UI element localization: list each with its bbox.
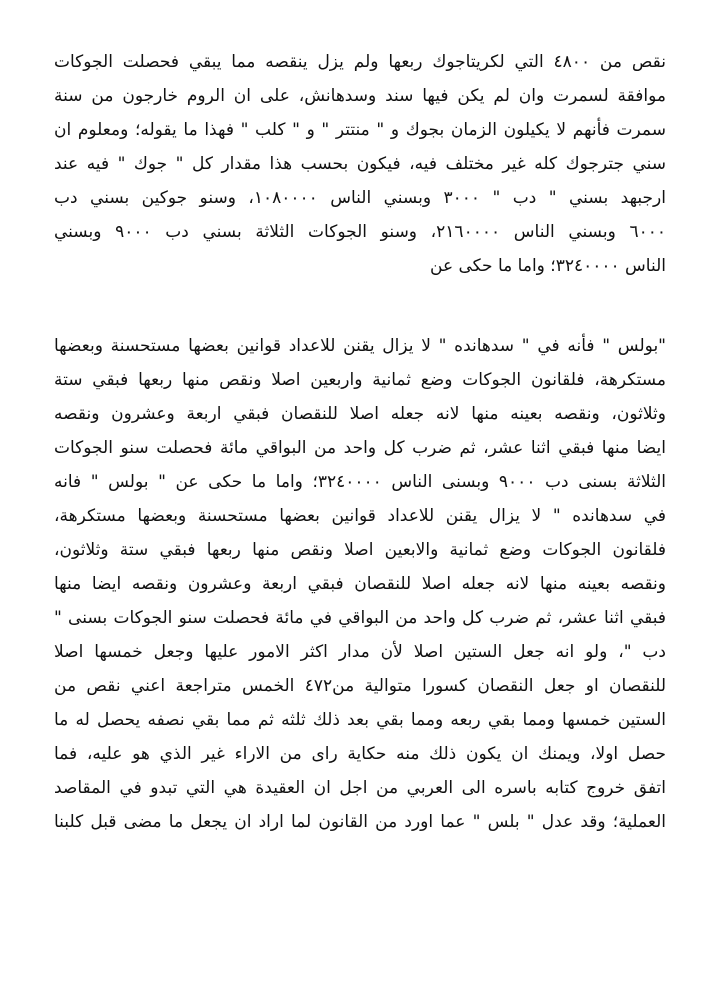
text-line: مستكرهة، فلقانون الجوكات وضع ثمانية واربعين اصلا ونقص منها ربعها فبقي ستة bbox=[54, 370, 666, 390]
text-line: الستين خمسها ومما بقي ربعه ومما بقي بعد ذلك ثلثه ثم مما بقي نصفه يحصل له ما bbox=[54, 710, 666, 730]
text-line: اتفق خروج كتابه باسره الى العربي من اجل ان العقيدة هي التي تبدو في المقاصد bbox=[54, 778, 666, 798]
text-line: ٦٠٠٠ وبسني الناس ٢١٦٠٠٠٠، وسنو الجوكات الثلاثة بسني دب ٩٠٠٠ وبسني bbox=[54, 222, 666, 242]
text-line: موافقة لسمرت وان لم يكن فيها سند وسدهانش، على ان الروم خارجون من سنة bbox=[54, 86, 666, 106]
text-line: نقص من ٤٨٠٠ التي لكريتاجوك ربعها ولم يزل ينقصه مما يبقي فحصلت الجوكات bbox=[54, 52, 666, 72]
text-line: "بولس " فأنه في " سدهانده " لا يزال يقنن للاعداد قوانين بعضها مستحسنة وبعضها bbox=[54, 336, 666, 356]
text-line: الثلاثة بسنى دب ٩٠٠٠ وبسنى الناس ٣٢٤٠٠٠٠؛ واما ما حكى عن " بولس " فانه bbox=[54, 472, 666, 492]
text-line: فبقي اثنا عشر، ثم ضرب كل واحد من البواقي في مائة فحصلت سنو الجوكات بسنى " bbox=[54, 608, 666, 628]
text-line: دب "، ولو انه جعل الستين اصلا لأن مدار اكثر الامور عليها وجعل خمسها اصلا bbox=[54, 642, 666, 662]
text-line: فلقانون الجوكات وضع ثمانية والابعين اصلا ونقص منها ربعها فبقي ستة وثلاثون، bbox=[54, 540, 666, 560]
text-line: ارجبهد بسني " دب " ٣٠٠٠ وبسني الناس ١٠٨٠٠٠٠، وسنو جوكين بسني دب bbox=[54, 188, 666, 208]
paragraph bbox=[54, 329, 666, 839]
text-line: سني جترجوك كله غير مختلف فيه، فيكون بحسب هذا مقدار كل " جوك " فيه عند bbox=[54, 154, 666, 174]
paragraph bbox=[54, 45, 666, 283]
text-line: حصل اولا، ويمنك ان يكون ذلك منه حكاية راى من الاراء غير الذي هو عليه، فما bbox=[54, 744, 666, 764]
text-line: وثلاثون، ونقصه بعينه منها لانه جعله اصلا للنقصان فبقي اربعة وعشرون ونقصه bbox=[54, 404, 666, 424]
text-line: للنقصان او جعل النقصان كسورا متوالية من٤٧٢ الخمس متراجعة اعني نقص من bbox=[54, 676, 666, 696]
text-line: سمرت فأنهم لا يكيلون الزمان بجوك و " منتتر " و " كلب " فهذا ما يقوله؛ ومعلوم ان bbox=[54, 120, 666, 140]
text-line: ونقصه بعينه منها لانه جعله اصلا للنقصان فبقي اربعة وعشرون ونقصه ايضا منها bbox=[54, 574, 666, 594]
text-line: الناس ٣٢٤٠٠٠٠؛ واما ما حكى عن bbox=[430, 256, 666, 276]
text-line: في سدهانده " لا يزال يقنن للاعداد قوانين بعضها مستحسنة وبعضها مستكرهة، bbox=[54, 506, 666, 526]
text-line: العملية؛ وقد عدل " بلس " عما اورد من القانون لما اراد ان يجعل ما مضى قبل كلبنا bbox=[54, 812, 666, 832]
text-line: ايضا منها فبقي اثنا عشر، ثم ضرب كل واحد من البواقي مائة فحصلت سنو الجوكات bbox=[54, 438, 666, 458]
